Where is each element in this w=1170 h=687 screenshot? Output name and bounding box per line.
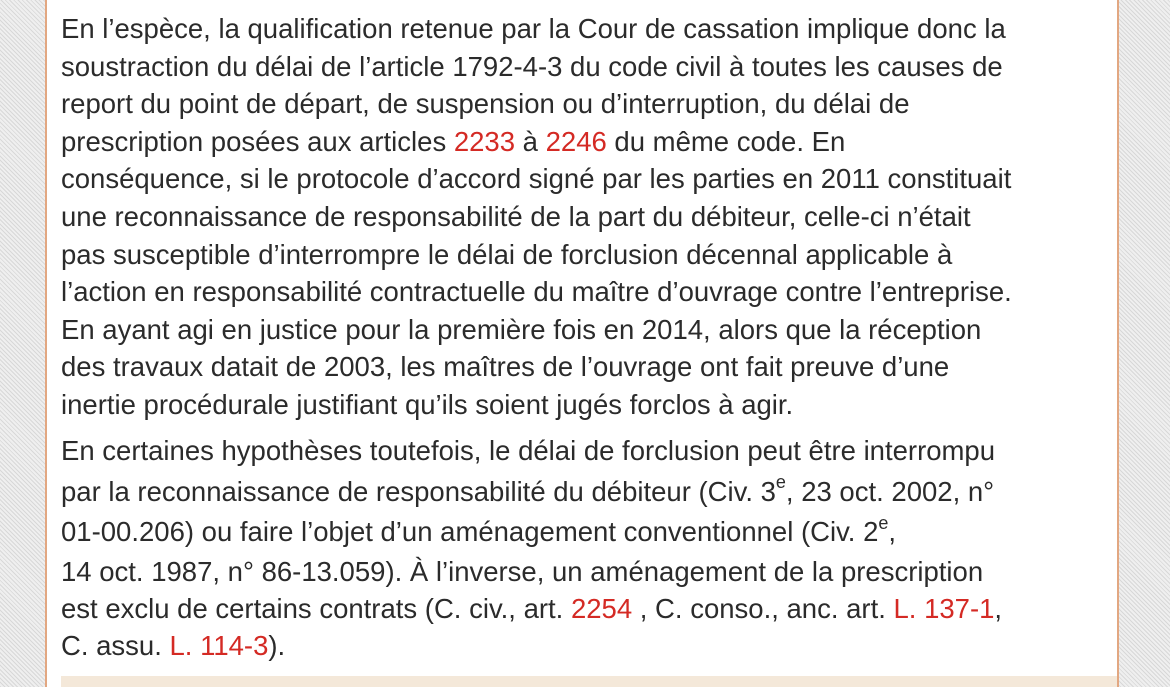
paragraph-2-line: 14 oct. 1987, n° 86-13.059). À l’inverse, un aménagement de la prescription [61, 555, 984, 587]
link-article-2254[interactable]: 2254 [570, 592, 633, 624]
paragraph-1-line: soustraction du délai de l’article 1792-4-3 du code civil à toutes les causes de [61, 50, 1003, 82]
superscript: e [878, 512, 889, 533]
text-fragment: 01-00.206) ou faire l’objet d’un aménagement conventionnel (Civ. 2 [61, 516, 879, 547]
paragraph-2-line [61, 512, 1121, 553]
text-fragment: , 23 oct. 2002, n° [785, 475, 995, 507]
paragraph-1-line: pas susceptible d’interrompre le délai de forclusion décennal applicable à [61, 238, 953, 270]
paragraph-1-line: l’action en responsabilité contractuelle du maître d’ouvrage contre l’entreprise. [61, 276, 1012, 308]
superscript: e [775, 472, 786, 493]
paragraph-1-line: report du point de départ, de suspension ou d’interruption, du délai de [61, 88, 910, 120]
text-fragment: , [994, 592, 1003, 624]
text-fragment: du même code. En [606, 125, 846, 157]
paragraph-1-line: En l’espèce, la qualification retenue par la Cour de cassation implique donc la [61, 13, 1006, 44]
link-article-2246[interactable]: 2246 [545, 125, 607, 157]
paragraph-2-line [61, 472, 1121, 513]
paragraph-1-line: une reconnaissance de responsabilité de la part du débiteur, celle-ci n’était [61, 200, 971, 232]
paragraph-1-line: inertie procédurale justifiant qu’ils soient jugés forclos à agir. [61, 388, 794, 420]
text-fragment: C. assu. [61, 629, 170, 661]
paragraph-2-line: En certaines hypothèses toutefois, le délai de forclusion peut être interrompu [61, 435, 996, 466]
paragraph-1 [61, 10, 1121, 424]
paragraph-1-line [61, 123, 1121, 161]
text-fragment: , [888, 516, 897, 547]
text-fragment: prescription posées aux articles [61, 125, 454, 157]
text-fragment: , C. conso., anc. art. [632, 592, 894, 624]
text-fragment: est exclu de certains contrats (C. civ., art. [61, 592, 571, 624]
next-section-box [61, 676, 1117, 687]
link-article-l137-1[interactable]: L. 137-1 [893, 592, 995, 624]
paragraph-2-line [61, 590, 1121, 627]
paragraph-2-line [61, 627, 1121, 664]
text-fragment: par la reconnaissance de responsabilité du débiteur (Civ. 3 [61, 475, 776, 507]
text-fragment: ). [268, 629, 286, 661]
paragraph-1-line: des travaux datait de 2003, les maîtres de l’ouvrage ont fait preuve d’une [61, 351, 950, 383]
paragraph-2 [61, 431, 1121, 664]
link-article-l114-3[interactable]: L. 114-3 [169, 629, 269, 661]
text-fragment: à [515, 125, 546, 157]
link-article-2233[interactable]: 2233 [453, 125, 516, 157]
paragraph-1-line: En ayant agi en justice pour la première fois en 2014, alors que la réception [61, 313, 982, 345]
paragraph-1-line: conséquence, si le protocole d’accord signé par les parties en 2011 constituait [61, 163, 1012, 195]
